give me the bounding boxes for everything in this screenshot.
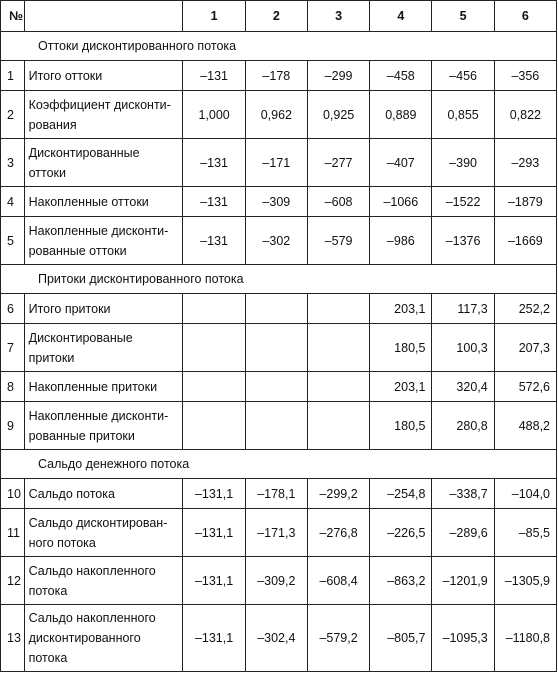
row-label-line: Коэффициент дисконти- xyxy=(28,97,171,112)
row-number: 4 xyxy=(1,187,25,217)
header-row xyxy=(1,1,557,32)
cell-col-1 xyxy=(183,324,245,372)
cell-col-5: –289,6 xyxy=(432,509,494,557)
row-label-line: Накопленные дисконти- xyxy=(28,223,169,238)
cell-col-2: –178,1 xyxy=(245,479,307,509)
cell-col-4: 0,889 xyxy=(370,91,432,139)
cell-col-2 xyxy=(245,402,307,450)
cell-col-5: –1376 xyxy=(432,217,494,265)
row-label xyxy=(24,294,183,324)
row-number: 8 xyxy=(1,372,25,402)
cell-col-1: –131 xyxy=(183,61,245,91)
cell-col-6: –1180,8 xyxy=(494,605,556,672)
cell-col-1: –131 xyxy=(183,217,245,265)
cell-col-1: –131,1 xyxy=(183,479,245,509)
table-body xyxy=(1,32,557,672)
cell-col-4: –458 xyxy=(370,61,432,91)
cell-col-2: –302,4 xyxy=(245,605,307,672)
cell-col-5: 0,855 xyxy=(432,91,494,139)
cell-col-4: –986 xyxy=(370,217,432,265)
row-label xyxy=(24,509,183,557)
header-label xyxy=(24,1,183,32)
section-title: Сальдо денежного потока xyxy=(1,450,557,479)
header-col-4: 4 xyxy=(370,1,432,32)
row-label-line: Накопленные дисконти- xyxy=(28,408,169,423)
row-number: 2 xyxy=(1,91,25,139)
cell-col-1 xyxy=(183,294,245,324)
cell-col-5: 320,4 xyxy=(432,372,494,402)
table-row xyxy=(1,324,557,372)
table-row xyxy=(1,61,557,91)
cell-col-4: –1066 xyxy=(370,187,432,217)
cell-col-5: 280,8 xyxy=(432,402,494,450)
cell-col-6: –1879 xyxy=(494,187,556,217)
table-row xyxy=(1,509,557,557)
cell-col-5: –338,7 xyxy=(432,479,494,509)
cell-col-3 xyxy=(307,372,369,402)
cell-col-5: –456 xyxy=(432,61,494,91)
row-label xyxy=(24,557,183,605)
cell-col-1: –131,1 xyxy=(183,605,245,672)
row-label-line: дисконтированного xyxy=(28,631,141,645)
table-row xyxy=(1,557,557,605)
cell-col-1: –131 xyxy=(183,187,245,217)
header-col-6: 6 xyxy=(494,1,556,32)
row-label xyxy=(24,402,183,450)
row-label-line: рования xyxy=(28,117,77,132)
row-number: 13 xyxy=(1,605,25,672)
row-label-line: Сальдо накопленного xyxy=(28,563,156,578)
cell-col-6: –85,5 xyxy=(494,509,556,557)
cell-col-2: 0,962 xyxy=(245,91,307,139)
cell-col-3: –299,2 xyxy=(307,479,369,509)
cell-col-6: 0,822 xyxy=(494,91,556,139)
cell-col-5: –390 xyxy=(432,139,494,187)
row-number: 7 xyxy=(1,324,25,372)
row-label xyxy=(24,61,183,91)
cell-col-6: 572,6 xyxy=(494,372,556,402)
cell-col-5: –1201,9 xyxy=(432,557,494,605)
row-label xyxy=(24,91,183,139)
cell-col-5: 100,3 xyxy=(432,324,494,372)
cell-col-6: –356 xyxy=(494,61,556,91)
cell-col-3 xyxy=(307,324,369,372)
cell-col-1: –131,1 xyxy=(183,557,245,605)
header-col-3: 3 xyxy=(307,1,369,32)
cell-col-4: –805,7 xyxy=(370,605,432,672)
cell-col-1: –131,1 xyxy=(183,509,245,557)
cell-col-2 xyxy=(245,294,307,324)
cell-col-4: –254,8 xyxy=(370,479,432,509)
cell-col-1: –131 xyxy=(183,139,245,187)
cell-col-6: –1305,9 xyxy=(494,557,556,605)
section-title: Притоки дисконтированного потока xyxy=(1,265,557,294)
table-row xyxy=(1,217,557,265)
row-label-line: Дисконтированые xyxy=(28,330,133,345)
table-row xyxy=(1,139,557,187)
header-col-5: 5 xyxy=(432,1,494,32)
row-label-line: притоки xyxy=(28,350,75,365)
row-label-line: рованные притоки xyxy=(28,428,135,443)
row-label-line: Накопленные притоки xyxy=(28,379,158,394)
table-row xyxy=(1,479,557,509)
cell-col-2 xyxy=(245,372,307,402)
cell-col-2 xyxy=(245,324,307,372)
table-row xyxy=(1,91,557,139)
row-label-line: Сальдо потока xyxy=(28,486,115,501)
row-number: 6 xyxy=(1,294,25,324)
section-row xyxy=(1,32,557,61)
cell-col-6: 252,2 xyxy=(494,294,556,324)
cell-col-6: –1669 xyxy=(494,217,556,265)
cell-col-6: –293 xyxy=(494,139,556,187)
cell-col-5: –1522 xyxy=(432,187,494,217)
cell-col-6: –104,0 xyxy=(494,479,556,509)
row-label-line: Сальдо накопленного xyxy=(28,611,156,625)
cell-col-4: 180,5 xyxy=(370,402,432,450)
cell-col-3: –608,4 xyxy=(307,557,369,605)
cell-col-4: –407 xyxy=(370,139,432,187)
row-label-line: потока xyxy=(28,583,68,598)
cell-col-2: –171 xyxy=(245,139,307,187)
row-label-line: потока xyxy=(28,651,68,665)
row-label xyxy=(24,324,183,372)
cell-col-1 xyxy=(183,372,245,402)
row-label-line: Накопленные оттоки xyxy=(28,194,149,209)
cell-col-2: –309,2 xyxy=(245,557,307,605)
cell-col-4: 180,5 xyxy=(370,324,432,372)
table-row xyxy=(1,402,557,450)
row-label xyxy=(24,217,183,265)
cell-col-2: –178 xyxy=(245,61,307,91)
cell-col-3: 0,925 xyxy=(307,91,369,139)
cell-col-3: –276,8 xyxy=(307,509,369,557)
header-col-2: 2 xyxy=(245,1,307,32)
cell-col-6: 488,2 xyxy=(494,402,556,450)
cell-col-3: –299 xyxy=(307,61,369,91)
table-row xyxy=(1,187,557,217)
cell-col-4: –226,5 xyxy=(370,509,432,557)
cell-col-2: –171,3 xyxy=(245,509,307,557)
row-number: 3 xyxy=(1,139,25,187)
cell-col-6: 207,3 xyxy=(494,324,556,372)
header-col-1: 1 xyxy=(183,1,245,32)
row-label-line: оттоки xyxy=(28,165,66,180)
cell-col-5: 117,3 xyxy=(432,294,494,324)
section-row xyxy=(1,265,557,294)
cell-col-2: –309 xyxy=(245,187,307,217)
cell-col-1: 1,000 xyxy=(183,91,245,139)
row-number: 12 xyxy=(1,557,25,605)
row-label-line: рованные оттоки xyxy=(28,243,127,258)
row-label xyxy=(24,479,183,509)
cell-col-3 xyxy=(307,402,369,450)
row-label-line: Итого оттоки xyxy=(28,68,103,83)
row-number: 9 xyxy=(1,402,25,450)
cell-col-2: –302 xyxy=(245,217,307,265)
cell-col-4: 203,1 xyxy=(370,372,432,402)
table-row xyxy=(1,605,557,672)
row-label xyxy=(24,139,183,187)
header-number: № xyxy=(1,1,25,32)
row-label xyxy=(24,605,183,672)
section-row xyxy=(1,450,557,479)
row-label-line: Итого притоки xyxy=(28,301,111,316)
section-title: Оттоки дисконтированного потока xyxy=(1,32,557,61)
row-number: 11 xyxy=(1,509,25,557)
row-label xyxy=(24,187,183,217)
table-row xyxy=(1,372,557,402)
row-number: 1 xyxy=(1,61,25,91)
row-number: 5 xyxy=(1,217,25,265)
cell-col-3 xyxy=(307,294,369,324)
row-label-line: Сальдо дисконтирован- xyxy=(28,515,168,530)
cell-col-4: –863,2 xyxy=(370,557,432,605)
cell-col-5: –1095,3 xyxy=(432,605,494,672)
row-number: 10 xyxy=(1,479,25,509)
cell-col-1 xyxy=(183,402,245,450)
table-row xyxy=(1,294,557,324)
row-label xyxy=(24,372,183,402)
cell-col-3: –608 xyxy=(307,187,369,217)
cell-col-3: –277 xyxy=(307,139,369,187)
row-label-line: Дисконтированные xyxy=(28,145,140,160)
cell-col-4: 203,1 xyxy=(370,294,432,324)
cell-col-3: –579 xyxy=(307,217,369,265)
row-label-line: ного потока xyxy=(28,535,96,550)
cell-col-3: –579,2 xyxy=(307,605,369,672)
